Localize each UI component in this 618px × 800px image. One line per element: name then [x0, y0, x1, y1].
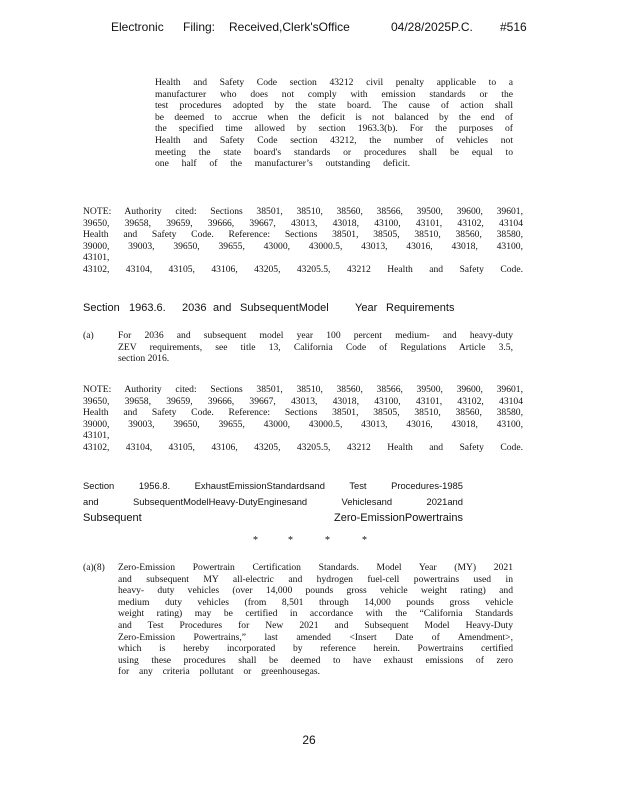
item-a8-label: (a)(8) — [83, 562, 105, 573]
section-year: 2036 — [182, 302, 207, 314]
text-line: Subsequent Zero-EmissionPowertrains — [83, 512, 463, 524]
text-line: Health and Safety Code. Reference: Sections 38501, 38505, 38510, 38560, 38580, — [83, 229, 523, 241]
text-line: heavy- duty vehicles (over 14,000 pounds gross vehicle weight rating) and — [118, 585, 513, 597]
header-number: #516 — [500, 20, 527, 34]
text-line: meeting the state board's standards or procedures shall be equal to — [155, 146, 513, 158]
note-authority-1 — [83, 206, 523, 276]
text-line: weight rating) may be certified in accordance with the “California Standards — [118, 608, 513, 620]
text-line: NOTE: Authority cited: Sections 38501, 38510, 38560, 38566, 39500, 39600, 39601, — [83, 384, 523, 395]
page-number: 26 — [302, 733, 316, 747]
text-line: Health and Safety Code. Reference: Sections 38501, 38505, 38510, 38560, 38580, — [83, 407, 523, 419]
item-a-text — [118, 330, 513, 365]
text-line: and SubsequentModelHeavy-DutyEnginesand Vehiclesand 2021and — [83, 496, 463, 507]
text-line: section 2016. — [118, 353, 170, 365]
star: * — [253, 535, 258, 546]
text-line: 43102, 43104, 43105, 43106, 43205, 43205.5, 43212 Health and Safety Code. — [83, 441, 523, 453]
header-date: 04/28/2025P.C. — [391, 20, 473, 34]
text-line: test procedures adopted by the state board. The cause of action shall — [155, 100, 513, 112]
item-a8-text — [118, 562, 513, 678]
section-requirements: Requirements — [386, 302, 455, 314]
text-line: 43101, — [83, 430, 110, 442]
text-line: be deemed to accrue when the deficit is not balanced by the end of — [155, 111, 513, 123]
text-line: and subsequent MY all-electric and hydrogen fuel-cell powertrains used in — [118, 573, 513, 585]
text-line: Zero-Emission Powertrain Certification Standards. Model Year (MY) 2021 — [118, 562, 513, 573]
star: * — [362, 535, 367, 546]
text-line: 43101, — [83, 252, 110, 264]
header-filing: Filing: — [183, 20, 216, 34]
note-authority-2 — [83, 384, 523, 454]
text-line: For 2036 and subsequent model year 100 percent medium- and heavy-duty — [118, 330, 513, 341]
section-number: 1963.6. — [129, 302, 166, 314]
section-1956-8-heading — [83, 478, 463, 526]
text-line: 39000, 39003, 39650, 39655, 43000, 43000.5, 43013, 43016, 43018, 43100, — [83, 240, 523, 252]
text-line: the specified time allowed by section 1963.3(b). For the purposes of — [155, 123, 513, 135]
item-a-label: (a) — [83, 330, 94, 341]
section-1963-6-heading — [0, 302, 618, 316]
text-line: Section 1956.8. ExhaustEmissionStandardsand Test Procedures-1985 — [83, 480, 463, 491]
text-line: 43102, 43104, 43105, 43106, 43205, 43205.5, 43212 Health and Safety Code. — [83, 263, 523, 275]
star: * — [325, 535, 330, 546]
header-electronic: Electronic — [111, 20, 164, 34]
text-line: medium duty vehicles (from 8,501 through 14,000 pounds gross vehicle — [118, 596, 513, 608]
section-and: and — [213, 302, 232, 314]
text-line: 39000, 39003, 39650, 39655, 43000, 43000.5, 43013, 43016, 43018, 43100, — [83, 418, 523, 430]
paragraph-penalty — [155, 77, 513, 170]
filing-header — [0, 20, 618, 36]
text-line: 39650, 39658, 39659, 39666, 39667, 43013, 43018, 43100, 43101, 43102, 43104 — [83, 217, 523, 229]
text-line: 39650, 39658, 39659, 39666, 39667, 43013, 43018, 43100, 43101, 43102, 43104 — [83, 395, 523, 407]
text-line: Health and Safety Code section 43212, the number of vehicles not — [155, 134, 513, 146]
section-year-word: Year — [355, 302, 378, 314]
text-line: NOTE: Authority cited: Sections 38501, 38510, 38560, 38566, 39500, 39600, 39601, — [83, 206, 523, 217]
text-line: Health and Safety Code section 43212 civil penalty applicable to a — [155, 77, 513, 88]
text-line: for any criteria pollutant or greenhousegas. — [118, 666, 320, 678]
section-subsequent: SubsequentModel — [240, 302, 329, 314]
text-line: manufacturer who does not comply with emission standards or the — [155, 88, 513, 100]
omission-stars — [0, 535, 618, 547]
star: * — [288, 535, 293, 546]
text-line: using these procedures shall be deemed to have exhaust emissions of zero — [118, 654, 513, 666]
text-line: ZEV requirements, see title 13, California Code of Regulations Article 3.5, — [118, 341, 513, 353]
text-line: one half of the manufacturer’s outstanding deficit. — [155, 158, 410, 170]
section-label: Section — [83, 302, 120, 314]
text-line: which is hereby incorporated by reference herein. Powertrains certified — [118, 643, 513, 655]
text-line: Zero-Emission Powertrains,” last amended <Insert Date of Amendment>, — [118, 631, 513, 643]
text-line: and Test Procedures for New 2021 and Subsequent Model Heavy-Duty — [118, 619, 513, 631]
header-received: Received,Clerk'sOffice — [229, 20, 350, 34]
